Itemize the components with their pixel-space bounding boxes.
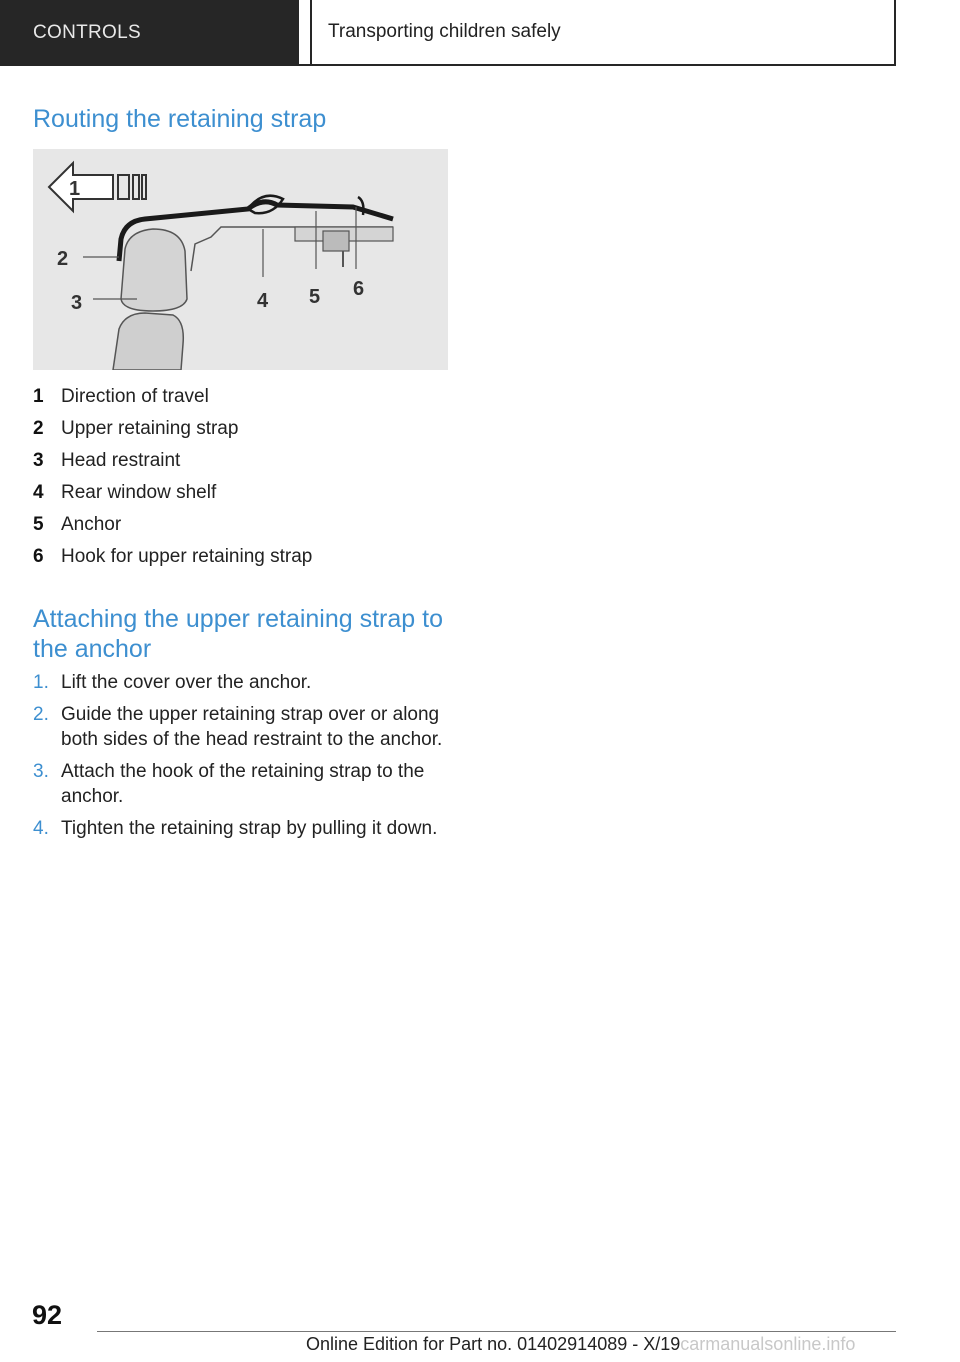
figure-legend bbox=[33, 381, 453, 573]
step-text: Lift the cover over the anchor. bbox=[61, 672, 312, 693]
instruction-steps bbox=[33, 670, 453, 848]
step-text: Tighten the retaining strap by pulling it down. bbox=[61, 818, 438, 839]
header-rule bbox=[0, 64, 896, 66]
step-text: Guide the upper retaining strap over or along both sides of the head restraint to the anchor. bbox=[61, 704, 443, 750]
step-number: 2. bbox=[33, 704, 49, 725]
strap-loop-shape bbox=[248, 196, 283, 214]
direction-arrow-icon bbox=[49, 163, 146, 211]
legend-text: Upper retaining strap bbox=[61, 418, 239, 439]
figure-label-6: 6 bbox=[353, 278, 365, 300]
hook-shape bbox=[358, 197, 363, 215]
legend-item bbox=[33, 509, 453, 541]
legend-item bbox=[33, 541, 453, 573]
section-label: CONTROLS bbox=[0, 0, 299, 66]
legend-number: 4 bbox=[33, 482, 44, 503]
chapter-title: Transporting children safely bbox=[310, 0, 896, 66]
legend-number: 3 bbox=[33, 450, 44, 471]
legend-item bbox=[33, 445, 453, 477]
legend-text: Rear window shelf bbox=[61, 482, 217, 503]
section-heading-routing: Routing the retaining strap bbox=[33, 105, 327, 133]
step-item bbox=[33, 816, 453, 841]
step-text: Attach the hook of the retaining strap to the anchor. bbox=[61, 761, 425, 807]
step-number: 4. bbox=[33, 818, 49, 839]
heading-line-2: the anchor bbox=[33, 635, 152, 663]
figure-label-1: 1 bbox=[69, 178, 81, 200]
figure-label-4: 4 bbox=[257, 290, 269, 312]
watermark-text: carmanualsonline.info bbox=[680, 1334, 856, 1354]
figure-label-2: 2 bbox=[57, 248, 69, 270]
illustration-svg bbox=[33, 149, 448, 370]
step-item bbox=[33, 670, 453, 695]
strap-routing-illustration bbox=[33, 149, 448, 370]
footer-edition bbox=[306, 1334, 855, 1355]
legend-text: Direction of travel bbox=[61, 386, 209, 407]
edition-text: Online Edition for Part no. 01402914089 - X/19 bbox=[306, 1334, 681, 1354]
legend-item bbox=[33, 381, 453, 413]
legend-number: 6 bbox=[33, 546, 44, 567]
legend-number: 5 bbox=[33, 514, 44, 535]
page-header bbox=[0, 0, 960, 66]
step-item bbox=[33, 759, 453, 809]
anchor-block bbox=[323, 231, 349, 251]
figure-label-5: 5 bbox=[309, 286, 321, 308]
legend-text: Head restraint bbox=[61, 450, 181, 471]
page-number: 92 bbox=[32, 1300, 63, 1330]
footer-rule bbox=[97, 1331, 896, 1332]
legend-item bbox=[33, 477, 453, 509]
seat-back-shape bbox=[113, 313, 183, 370]
step-number: 3. bbox=[33, 761, 49, 782]
legend-number: 1 bbox=[33, 386, 44, 407]
legend-number: 2 bbox=[33, 418, 44, 439]
legend-text: Hook for upper retaining strap bbox=[61, 546, 313, 567]
figure-label-3: 3 bbox=[71, 292, 83, 314]
heading-line-1: Attaching the upper retaining strap to bbox=[33, 605, 443, 633]
section-heading-attaching bbox=[33, 604, 443, 664]
step-item bbox=[33, 702, 453, 752]
legend-text: Anchor bbox=[61, 514, 122, 535]
step-number: 1. bbox=[33, 672, 49, 693]
legend-item bbox=[33, 413, 453, 445]
